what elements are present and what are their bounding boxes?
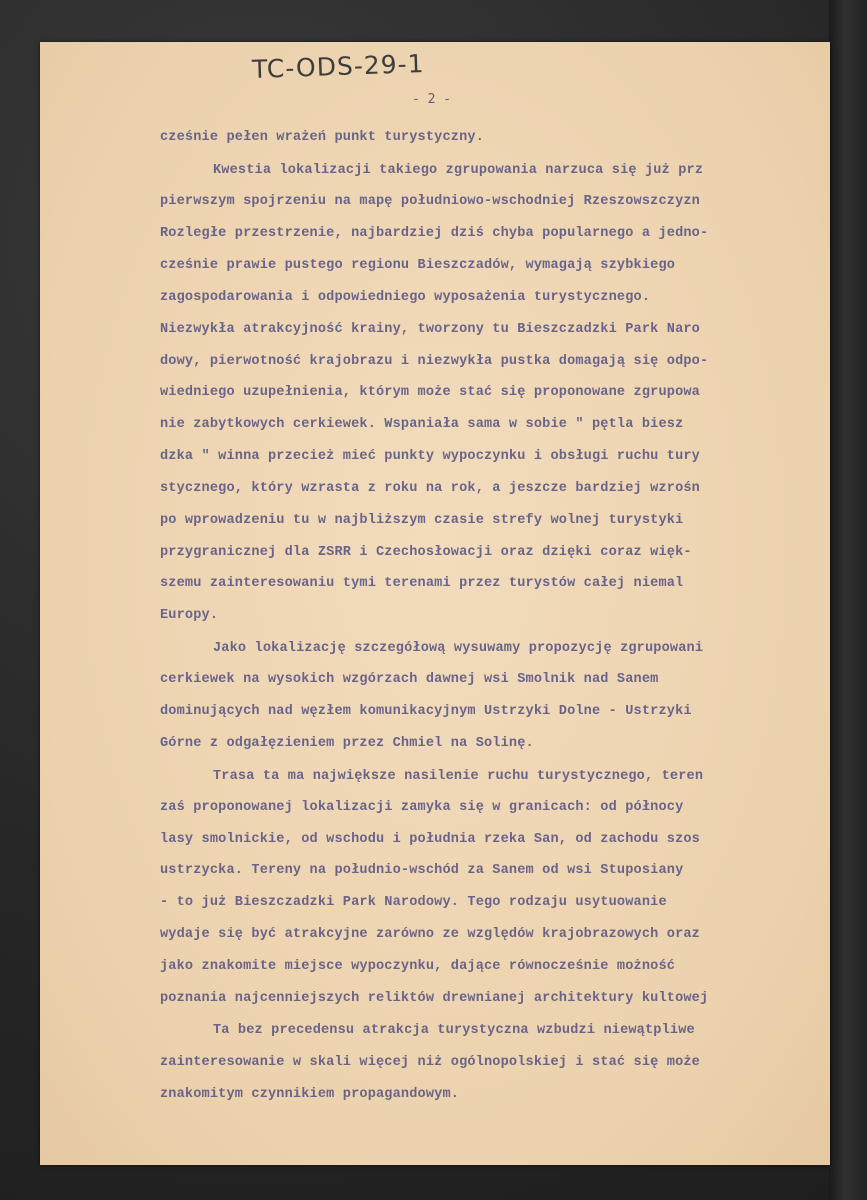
text-line: Ta bez precedensu atrakcja turystyczna wzbudzi niewątpliwe <box>213 1023 695 1038</box>
text-line: zaś proponowanej lokalizacji zamyka się w granicach: od północy <box>160 800 684 815</box>
text-line: Rozległe przestrzenie, najbardziej dziś chyba popularnego a jedno- <box>160 226 709 241</box>
text-line: poznania najcenniejszych reliktów drewnianej architektury kultowej <box>160 991 709 1006</box>
text-line: Trasa ta ma największe nasilenie ruchu turystycznego, teren <box>213 769 704 784</box>
text-line: nie zabytkowych cerkiewek. Wspaniała sama w sobie " pętla biesz <box>160 417 684 432</box>
text-line: jako znakomite miejsce wypoczynku, dające równocześnie możność <box>160 959 676 974</box>
text-line: wiedniego uzupełnienia, którym może stać się proponowane zgrupowa <box>160 385 700 400</box>
text-line: przygranicznej dla ZSRR i Czechosłowacji oraz dzięki coraz więk- <box>160 545 692 560</box>
text-line: Górne z odgałęzieniem przez Chmiel na Solinę. <box>160 736 534 751</box>
text-line: stycznego, który wzrasta z roku na rok, a jeszcze bardziej wzrośn <box>160 481 700 496</box>
text-line: Jako lokalizację szczegółową wysuwamy propozycję zgrupowani <box>213 641 704 656</box>
archive-id-handwritten: TC-ODS-29-1 <box>251 48 426 85</box>
text-line: zagospodarowania i odpowiedniego wyposażenia turystycznego. <box>160 290 651 305</box>
text-line: ustrzycka. Tereny na południo-wschód za Sanem od wsi Stuposiany <box>160 863 684 878</box>
text-line: dzka " winna przecież mieć punkty wypoczynku i obsługi ruchu tury <box>160 449 700 464</box>
text-line: Niezwykła atrakcyjność krainy, tworzony tu Bieszczadzki Park Naro <box>160 322 700 337</box>
text-line: wydaje się być atrakcyjne zarówno ze względów krajobrazowych oraz <box>160 927 700 942</box>
text-line: dominujących nad węzłem komunikacyjnym Ustrzyki Dolne - Ustrzyki <box>160 704 692 719</box>
text-line: Europy. <box>160 608 219 623</box>
text-line: cześnie prawie pustego regionu Bieszczadów, wymagają szybkiego <box>160 258 676 273</box>
text-line: cześnie pełen wrażeń punkt turystyczny. <box>160 130 484 145</box>
text-line: cerkiewek na wysokich wzgórzach dawnej wsi Smolnik nad Sanem <box>160 672 659 687</box>
text-line: znakomitym czynnikiem propagandowym. <box>160 1087 460 1102</box>
text-line: lasy smolnickie, od wschodu i południa rzeka San, od zachodu szos <box>160 832 700 847</box>
text-line: Kwestia lokalizacji takiego zgrupowania narzuca się już prz <box>213 163 704 178</box>
text-line: po wprowadzeniu tu w najbliższym czasie strefy wolnej turystyki <box>160 513 684 528</box>
folder-edge <box>829 0 867 1200</box>
text-line: dowy, pierwotność krajobrazu i niezwykła pustka domagają się odpo- <box>160 354 709 369</box>
text-line: szemu zainteresowaniu tymi terenami przez turystów całej niemal <box>160 576 684 591</box>
text-line: - to już Bieszczadzki Park Narodowy. Tego rodzaju usytuowanie <box>160 895 667 910</box>
text-line: pierwszym spojrzeniu na mapę południowo-wschodniej Rzeszowszczyzn <box>160 194 700 209</box>
page-number: - 2 - <box>412 92 452 107</box>
text-line: zainteresowanie w skali więcej niż ogólnopolskiej i stać się może <box>160 1055 700 1070</box>
